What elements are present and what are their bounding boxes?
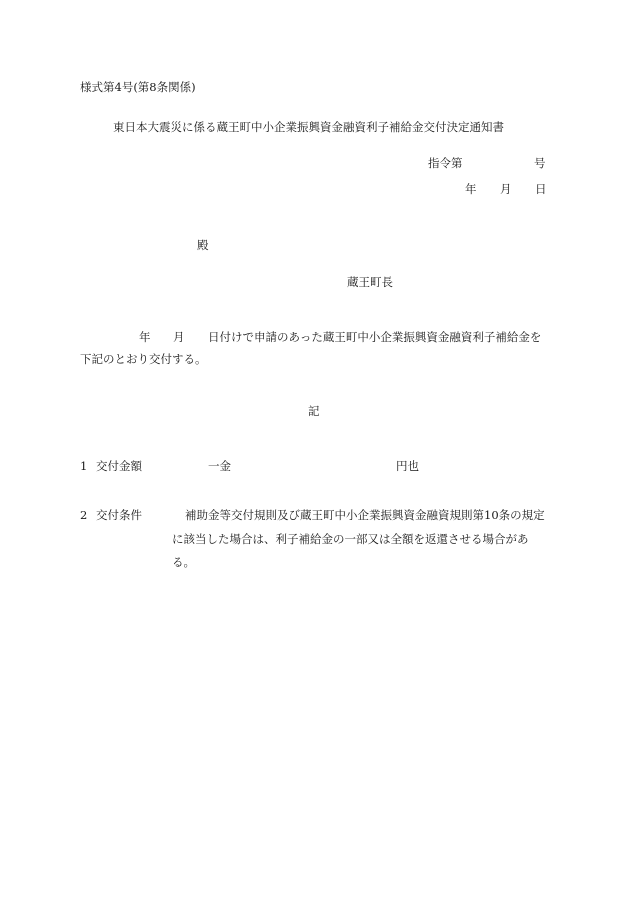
- item-amount-label: 交付金額: [96, 459, 142, 473]
- item-conditions-line2: に該当した場合は、利子補給金の一部又は全額を返還させる場合があ: [172, 532, 529, 546]
- reference-suffix: 号: [534, 156, 546, 170]
- date-month: 月: [500, 182, 512, 196]
- body-month: 月: [173, 330, 185, 344]
- body-text-line1: 日付けで申請のあった蔵王町中小企業振興資金融資利子補給金を: [208, 330, 542, 344]
- item-conditions-number: 2: [80, 508, 88, 522]
- item-conditions-line3: る。: [172, 555, 195, 569]
- item-conditions-line1: 補助金等交付規則及び蔵王町中小企業振興資金融資規則第10条の規定: [185, 508, 545, 522]
- date-day: 日: [535, 182, 547, 196]
- ki-heading: 記: [308, 404, 320, 418]
- item-conditions-label: 交付条件: [96, 508, 142, 522]
- body-year: 年: [139, 330, 151, 344]
- item-amount-suffix: 円也: [396, 459, 419, 473]
- item-amount-prefix: 一金: [208, 459, 231, 473]
- issuer-name: 蔵王町長: [347, 275, 393, 289]
- recipient-suffix: 殿: [197, 238, 209, 252]
- reference-prefix: 指令第: [428, 156, 463, 170]
- body-text-line2: 下記のとおり交付する。: [80, 352, 207, 366]
- item-amount-number: 1: [80, 459, 88, 473]
- document-title: 東日本大震災に係る蔵王町中小企業振興資金融資利子補給金交付決定通知書: [113, 120, 504, 134]
- form-number-label: 様式第4号(第8条関係): [80, 80, 196, 94]
- date-year: 年: [465, 182, 477, 196]
